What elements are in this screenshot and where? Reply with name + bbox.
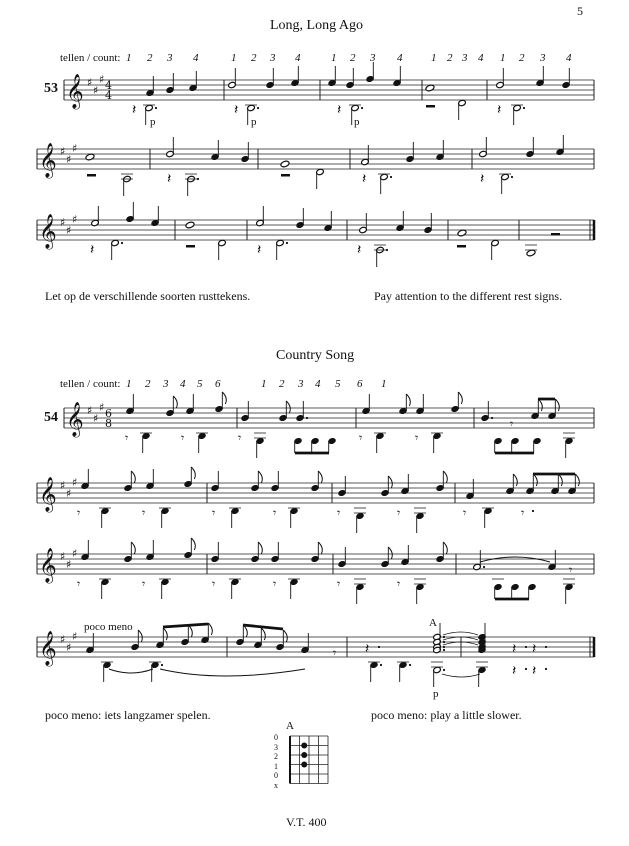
ex53-staff-2-sharp: ♯	[66, 153, 72, 166]
chord-diagram-finger-dot	[301, 762, 307, 768]
count-54-5: 5	[197, 378, 203, 390]
count-53-11: 3	[370, 52, 376, 64]
ex53-bass-note-dot	[523, 107, 525, 109]
exercise-54-title: Country Song	[276, 348, 355, 363]
ex54-rest-dot	[532, 510, 534, 512]
ex54-chord-tie	[442, 674, 480, 677]
ex54-note-dot	[306, 417, 308, 419]
count-53-8: 4	[295, 52, 301, 64]
count-53-14: 2	[447, 52, 453, 64]
ex54-note-flag	[286, 401, 290, 413]
ex54-tie	[160, 669, 305, 676]
ex54-note-flag	[283, 630, 287, 642]
ex54-rest: 𝄾	[212, 577, 216, 591]
ex54-note-flag	[558, 474, 562, 486]
string-label-2: 3	[274, 742, 278, 752]
ex53-staff-1-sharp: ♯	[99, 73, 105, 86]
ex53-staff-1-sharp: ♯	[93, 84, 99, 97]
ex54-rest: 𝄾	[333, 646, 337, 660]
ex54-note-flag	[131, 471, 135, 483]
count-54-13: 1	[381, 378, 387, 390]
ex54-note-flag	[406, 394, 410, 406]
count-53-9: 1	[331, 52, 337, 64]
ex54-staff-1-treble-clef: 𝄞	[66, 402, 84, 437]
ex54-rest: 𝄾	[463, 506, 467, 520]
ex53-rest: 𝄽	[337, 102, 342, 118]
ex54-rest: 𝄽	[365, 641, 370, 657]
ex54-time-top: 6	[105, 407, 112, 420]
ex53-bass-note-dot	[257, 107, 259, 109]
ex54-note-flag	[208, 623, 212, 635]
ex53-rest	[186, 245, 195, 248]
ex54-chord-note-dot	[443, 646, 445, 648]
ex54-tie	[480, 557, 550, 562]
count-54-3: 3	[163, 378, 169, 390]
ex54-rest: 𝄾	[569, 563, 573, 577]
ex54-rest: 𝄾	[77, 577, 81, 591]
ex53-rest: 𝄽	[132, 102, 137, 118]
string-label-6: x	[274, 780, 278, 790]
ex54-staff-2-sharp: ♯	[72, 476, 78, 489]
ex53-bass-note-dot	[390, 176, 392, 178]
exercise-53-title: Long, Long Ago	[270, 18, 363, 33]
ex54-note-flag	[258, 471, 262, 483]
fingering-p-2: p	[251, 116, 257, 128]
string-label-1: 0	[274, 733, 278, 742]
ex54-rest: 𝄾	[238, 431, 242, 445]
ex54-note-flag	[318, 542, 322, 554]
count-53-4: 4	[193, 52, 199, 64]
ex54-rest-dot	[525, 646, 527, 648]
count-53-16: 4	[478, 52, 484, 64]
ex54-rest: 𝄾	[510, 417, 514, 431]
count-54-4: 4	[180, 378, 186, 390]
ex53-bass-note-dot	[155, 107, 157, 109]
ex53-staff-2-sharp: ♯	[72, 142, 78, 155]
ex53-bass-note-dot	[286, 242, 288, 244]
ex54-staff-1-sharp: ♯	[87, 404, 93, 417]
ex53-rest: 𝄽	[257, 242, 262, 258]
ex53-bass-note-dot	[361, 107, 363, 109]
ex54-chord-bass-dot	[443, 669, 445, 671]
ex54-rest: 𝄾	[77, 506, 81, 520]
ex53-staff-3-sharp: ♯	[60, 216, 66, 229]
count-53-15: 3	[462, 52, 468, 64]
fingering-p-4: p	[433, 688, 439, 700]
count-54-1: 1	[126, 378, 132, 390]
ex54-note-flag	[222, 392, 226, 404]
ex54-staff-3-sharp: ♯	[66, 558, 72, 571]
ex54-rest: 𝄾	[337, 577, 341, 591]
ex54-staff-3-sharp: ♯	[72, 547, 78, 560]
ex54-rest-dot	[545, 668, 547, 670]
ex54-rest: 𝄽	[512, 663, 517, 679]
count-54-7: 1	[261, 378, 267, 390]
ex53-staff-1-sharp: ♯	[87, 76, 93, 89]
count-54-10: 4	[315, 378, 321, 390]
count-54-8: 2	[279, 378, 285, 390]
chord-diagram-finger-dot	[301, 743, 307, 749]
ex54-note-flag	[538, 399, 542, 411]
ex53-rest	[426, 105, 435, 108]
ex54-chord-note-dot	[443, 641, 445, 643]
ex54-note-flag	[131, 542, 135, 554]
ex53-bass-note-dot	[197, 178, 199, 180]
ex53-rest: 𝄽	[90, 242, 95, 258]
ex53-staff-1-treble-clef: 𝄞	[66, 74, 84, 109]
ex54-note-flag	[388, 476, 392, 488]
exercise-54-count-label: tellen / count:	[60, 378, 121, 390]
page-number: 5	[577, 4, 583, 18]
chord-diagram-finger-dot	[301, 752, 307, 758]
count-53-18: 2	[519, 52, 525, 64]
ex53-rest	[281, 174, 290, 177]
exercise-54-note-english: poco meno: play a little slower.	[371, 708, 522, 722]
ex53-bass-note-dot	[386, 249, 388, 251]
ex54-rest-dot	[545, 646, 547, 648]
ex54-note-flag	[443, 542, 447, 554]
fingering-p-1: p	[150, 116, 156, 128]
ex53-note	[280, 160, 290, 168]
ex53-rest: 𝄽	[167, 171, 172, 187]
ex54-beam	[163, 624, 208, 627]
count-54-6: 6	[215, 378, 221, 390]
exercise-54-note-dutch: poco meno: iets langzamer spelen.	[45, 708, 211, 722]
ex54-beam	[243, 625, 283, 629]
ex54-note-flag	[163, 628, 167, 640]
ex53-bass-note-dot	[121, 242, 123, 244]
ex54-time-bottom: 8	[105, 417, 112, 430]
ex54-rest: 𝄾	[142, 577, 146, 591]
count-53-17: 1	[500, 52, 506, 64]
ex53-rest: 𝄽	[362, 171, 367, 187]
chord-label-a: A	[429, 617, 437, 629]
ex54-rest: 𝄽	[532, 641, 537, 657]
ex54-rest: 𝄾	[521, 506, 525, 520]
ex54-rest: 𝄾	[397, 506, 401, 520]
ex54-note-flag	[173, 396, 177, 408]
count-53-3: 3	[167, 52, 173, 64]
ex54-chord-tie	[443, 632, 478, 635]
count-53-1: 1	[126, 52, 132, 64]
count-53-13: 1	[431, 52, 437, 64]
ex54-note-flag	[261, 628, 265, 640]
ex54-chord-note-dot	[443, 649, 445, 651]
ex54-note-flag	[388, 547, 392, 559]
exercise-53-note-english: Pay attention to the different rest signs.	[374, 289, 563, 303]
ex53-staff-3-sharp: ♯	[72, 213, 78, 226]
ex54-rest: 𝄾	[212, 506, 216, 520]
string-label-5: 0	[274, 771, 278, 780]
ex54-rest-dot	[525, 668, 527, 670]
ex54-rest: 𝄾	[273, 506, 277, 520]
count-53-19: 3	[540, 52, 546, 64]
ex54-note-flag	[533, 474, 537, 486]
ex54-chord-note-dot	[443, 636, 445, 638]
ex54-note-flag	[575, 474, 579, 486]
ex54-note-flag	[191, 467, 195, 479]
ex54-rest-dot	[378, 646, 380, 648]
ex54-rest: 𝄾	[337, 506, 341, 520]
ex54-note-flag	[555, 399, 559, 411]
ex54-staff-3-sharp: ♯	[60, 550, 66, 563]
ex54-bass-note-dot	[161, 664, 163, 666]
ex54-rest: 𝄾	[397, 577, 401, 591]
ex54-rest: 𝄾	[125, 431, 129, 445]
ex54-note-dot	[483, 566, 485, 568]
ex54-note-flag	[513, 474, 517, 486]
count-54-9: 3	[298, 378, 304, 390]
ex54-bass-note-dot	[380, 664, 382, 666]
ex53-rest	[87, 174, 96, 177]
string-label-4: 1	[274, 761, 278, 771]
ex53-staff-3-treble-clef: 𝄞	[39, 214, 57, 249]
ex54-note-flag	[443, 471, 447, 483]
ex53-rest: 𝄽	[497, 102, 502, 118]
ex53-note	[185, 221, 195, 229]
ex54-rest: 𝄽	[512, 641, 517, 657]
ex54-staff-4-sharp: ♯	[60, 633, 66, 646]
ex54-note-flag	[458, 392, 462, 404]
ex53-rest	[551, 233, 560, 236]
ex53-time-bottom: 4	[105, 89, 112, 102]
count-54-11: 5	[335, 378, 341, 390]
ex53-rest: 𝄽	[480, 171, 485, 187]
ex54-staff-3-treble-clef: 𝄞	[39, 548, 57, 583]
count-53-12: 4	[397, 52, 403, 64]
count-53-10: 2	[350, 52, 356, 64]
exercise-53-note-dutch: Let op de verschillende soorten rusttekens.	[45, 289, 251, 303]
tempo-marking: poco meno	[84, 621, 133, 633]
ex54-tie	[109, 669, 153, 673]
ex53-rest	[457, 245, 466, 248]
count-53-2: 2	[147, 52, 153, 64]
ex53-staff-3-sharp: ♯	[66, 224, 72, 237]
footer-code: V.T. 400	[286, 815, 327, 829]
ex54-rest: 𝄾	[142, 506, 146, 520]
ex54-staff-4-sharp: ♯	[72, 630, 78, 643]
count-53-20: 4	[566, 52, 572, 64]
ex54-note-dot	[491, 417, 493, 419]
exercise-53-count-label: tellen / count:	[60, 52, 121, 64]
ex53-bass-note-dot	[511, 176, 513, 178]
ex54-staff-1-sharp: ♯	[99, 401, 105, 414]
ex53-rest: 𝄽	[357, 242, 362, 258]
count-53-5: 1	[231, 52, 237, 64]
ex54-note-flag	[243, 625, 247, 637]
ex54-rest: 𝄾	[181, 431, 185, 445]
chord-diagram-name: A	[286, 720, 294, 732]
exercise-53-number: 53	[44, 81, 58, 96]
count-53-6: 2	[251, 52, 257, 64]
ex53-time-top: 4	[105, 79, 112, 92]
ex54-note-flag	[258, 542, 262, 554]
ex54-staff-2-treble-clef: 𝄞	[39, 477, 57, 512]
count-53-7: 3	[270, 52, 276, 64]
ex53-staff-2-sharp: ♯	[60, 145, 66, 158]
ex54-note-flag	[138, 630, 142, 642]
ex54-bass-note-dot	[409, 664, 411, 666]
count-54-2: 2	[145, 378, 151, 390]
exercise-54-number: 54	[44, 410, 58, 425]
ex54-note-flag	[318, 471, 322, 483]
ex54-rest: 𝄽	[532, 663, 537, 679]
string-label-3: 2	[274, 752, 278, 761]
ex54-staff-2-sharp: ♯	[60, 479, 66, 492]
ex54-rest: 𝄾	[359, 431, 363, 445]
fingering-p-3: p	[354, 116, 360, 128]
ex54-staff-2-sharp: ♯	[66, 487, 72, 500]
ex53-staff-2-treble-clef: 𝄞	[39, 143, 57, 178]
ex54-note-flag	[188, 625, 192, 637]
ex54-staff-4-treble-clef: 𝄞	[39, 631, 57, 666]
count-54-12: 6	[357, 378, 363, 390]
ex54-staff-1-sharp: ♯	[93, 412, 99, 425]
ex54-staff-4-sharp: ♯	[66, 641, 72, 654]
ex54-note-flag	[191, 538, 195, 550]
ex53-rest: 𝄽	[234, 102, 239, 118]
ex54-rest: 𝄾	[415, 431, 419, 445]
ex54-rest: 𝄾	[273, 577, 277, 591]
